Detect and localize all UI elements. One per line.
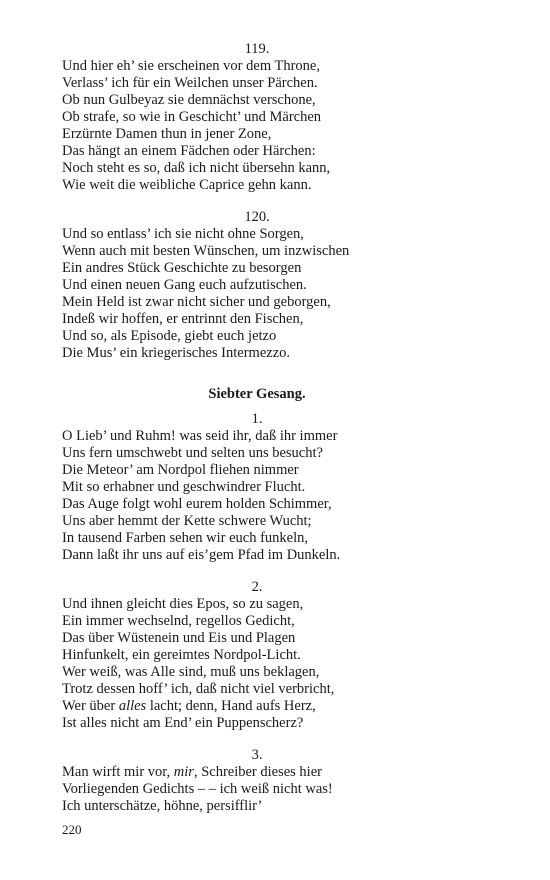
verse-line: Trotz dessen hoff’ ich, daß nicht viel verbricht, — [62, 681, 335, 697]
verse-line: Mein Held ist zwar nicht sicher und geborgen, — [62, 294, 331, 310]
verse-line: Uns fern umschwebt und selten uns besucht? — [62, 445, 323, 461]
stanza-120 — [62, 209, 492, 362]
verse-line: Das über Wüstenein und Eis und Plagen — [62, 630, 296, 646]
verse-line: Noch steht es so, daß ich nicht übersehn kann, — [62, 160, 331, 176]
stanza-number: 1. — [251, 411, 263, 427]
verse-line: Ich unterschätze, höhne, persifflir’ — [62, 798, 263, 814]
verse-line: Indeß wir hoffen, er entrinnt den Fischen, — [62, 311, 304, 327]
verse-line — [62, 764, 492, 781]
verse-line: Dann laßt ihr uns auf eis’gem Pfad im Dunkeln. — [62, 547, 341, 563]
page-number: 220 — [62, 822, 82, 837]
verse-line — [62, 698, 492, 715]
verse-line: Wer weiß, was Alle sind, muß uns beklagen, — [62, 664, 320, 680]
stanza-number: 3. — [251, 747, 263, 763]
verse-line: O Lieb’ und Ruhm! was seid ihr, daß ihr immer — [62, 428, 338, 444]
verse-line: Und so, als Episode, giebt euch jetzo — [62, 328, 277, 344]
verse-emphasis: mir — [173, 764, 194, 780]
verse-line: Mit so erhabner und geschwindrer Flucht. — [62, 479, 306, 495]
verse-emphasis: alles — [118, 698, 147, 714]
verse-line: Das Auge folgt wohl eurem holden Schimmer, — [62, 496, 332, 512]
verse-post: , Schreiber dieses hier — [193, 764, 322, 780]
verse-line: Wie weit die weibliche Caprice gehn kann. — [62, 177, 312, 193]
verse-line: Das hängt an einem Fädchen oder Härchen: — [62, 143, 316, 159]
verse-line: In tausend Farben sehen wir euch funkeln, — [62, 530, 309, 546]
verse-line: Und so entlass’ ich sie nicht ohne Sorgen, — [62, 226, 304, 242]
stanza-3 — [62, 747, 492, 815]
verse-line: Erzürnte Damen thun in jener Zone, — [62, 126, 272, 142]
verse-pre: Man wirft mir vor, — [62, 764, 174, 780]
verse-line: Und hier eh’ sie erscheinen vor dem Throne, — [62, 58, 320, 74]
stanza-number: 120. — [244, 209, 270, 225]
verse-line: Verlass’ ich für ein Weilchen unser Pärchen. — [62, 75, 318, 91]
canto-heading: Siebter Gesang. — [208, 386, 306, 402]
stanza-2 — [62, 579, 492, 732]
verse-line: Hinfunkelt, ein gereimtes Nordpol-Licht. — [62, 647, 301, 663]
stanza-number: 119. — [244, 41, 270, 57]
verse-line: Die Meteor’ am Nordpol fliehen nimmer — [62, 462, 299, 478]
verse-line: Ein andres Stück Geschichte zu besorgen — [62, 260, 302, 276]
verse-line: Ist alles nicht am End’ ein Puppenscherz? — [62, 715, 304, 731]
verse-line: Uns aber hemmt der Kette schwere Wucht; — [62, 513, 312, 529]
stanza-1 — [62, 411, 492, 564]
verse-line: Wenn auch mit besten Wünschen, um inzwischen — [62, 243, 350, 259]
verse-line: Ein immer wechselnd, regellos Gedicht, — [62, 613, 295, 629]
verse-line: Vorliegenden Gedichts – – ich weiß nicht was! — [62, 781, 333, 797]
stanza-number: 2. — [251, 579, 263, 595]
verse-line: Ob strafe, so wie in Geschicht’ und Märchen — [62, 109, 322, 125]
stanza-119 — [62, 41, 492, 194]
verse-line: Die Mus’ ein kriegerisches Intermezzo. — [62, 345, 291, 361]
verse-line: Und ihnen gleicht dies Epos, so zu sagen, — [62, 596, 304, 612]
verse-post: lacht; denn, Hand aufs Herz, — [146, 698, 316, 714]
verse-line: Ob nun Gulbeyaz sie demnächst verschone, — [62, 92, 316, 108]
verse-line: Und einen neuen Gang euch aufzutischen. — [62, 277, 307, 293]
verse-pre: Wer über — [62, 698, 119, 714]
